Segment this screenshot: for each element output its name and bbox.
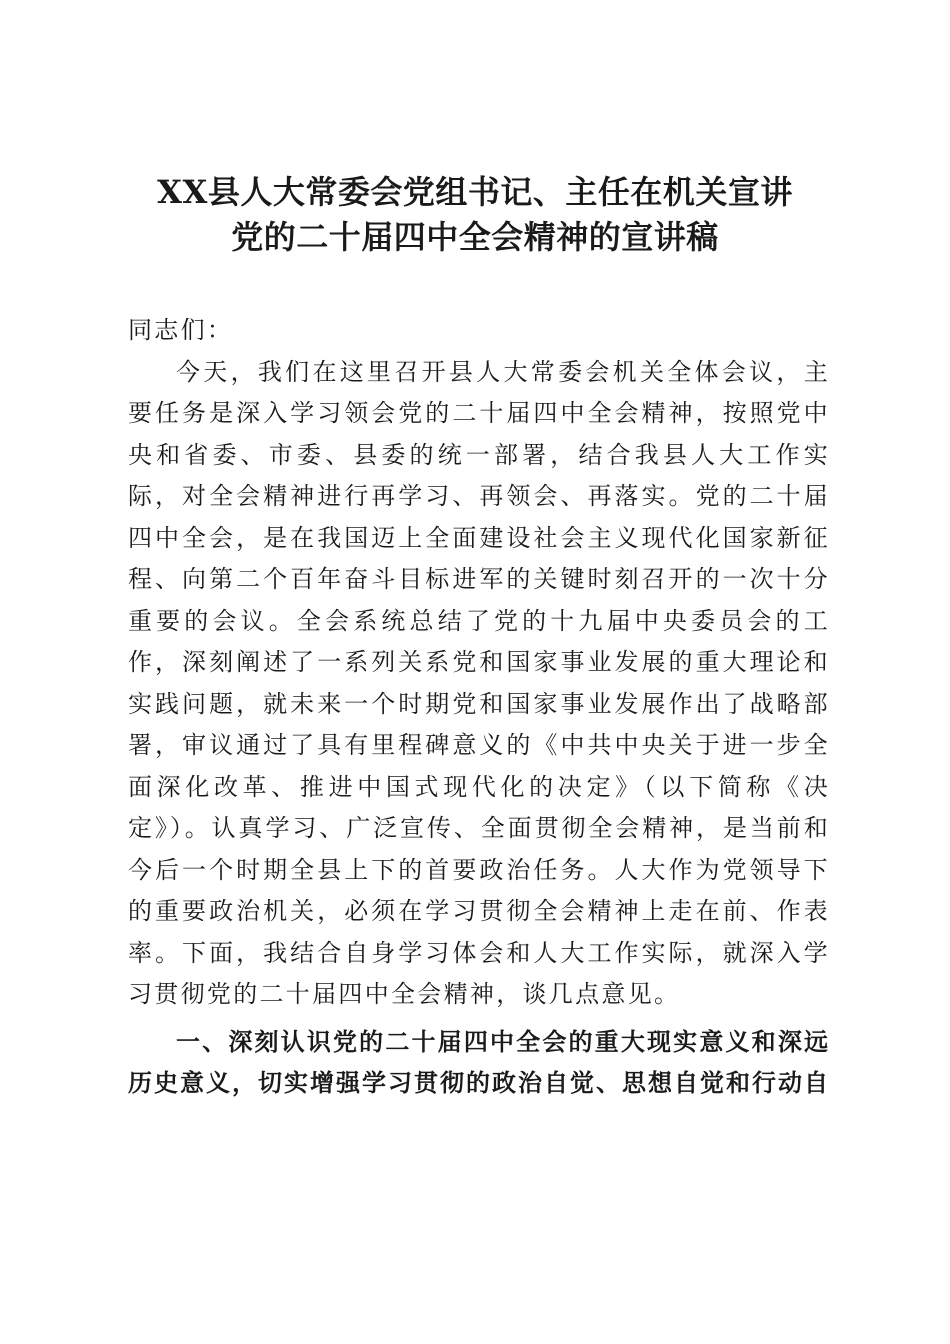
title-line-1: XX县人大常委会党组书记、主任在机关宣讲 — [157, 173, 793, 211]
title-line-2: 党的二十届四中全会精神的宣讲稿 — [231, 218, 719, 256]
paragraph-intro: 今天，我们在这里召开县人大常委会机关全体会议，主要任务是深入学习领会党的二十届四中全会精神，按照党中央和省委、市委、县委的统一部署，结合我县人大工作实际，对全会精神进行再学习、再领会、再落实。党的二十届四中全会，是在我国迈上全面建设社会主义现代化国家新征程、向第二个百年奋斗目标进军的关键时刻召开的一次十分重要的会议。全会系统总结了党的十九届中央委员会的工作，深刻阐述了一系列关系党和国家事业发展的重大理论和实践问题，就未来一个时期党和国家事业发展作出了战略部署，审议通过了具有里程碑意义的《中共中央关于进一步全面深化改革、推进中国式现代化的决定》（以下简称《决定》）。认真学习、广泛宣传、全面贯彻全会精神，是当前和今后一个时期全县上下的首要政治任务。人大作为党领导下的重要政治机关，必须在学习贯彻全会精神上走在前、作表率。下面，我结合自身学习体会和人大工作实际，就深入学习贯彻党的二十届四中全会精神，谈几点意见。 — [128, 357, 830, 1008]
greeting: 同志们： — [128, 316, 234, 344]
section-heading-1: 一、深刻认识党的二十届四中全会的重大现实意义和深远历史意义，切实增强学习贯彻的政治自觉、思想自觉和行动自 — [128, 1027, 830, 1097]
document-title — [110, 170, 840, 260]
document-body — [128, 310, 830, 1105]
